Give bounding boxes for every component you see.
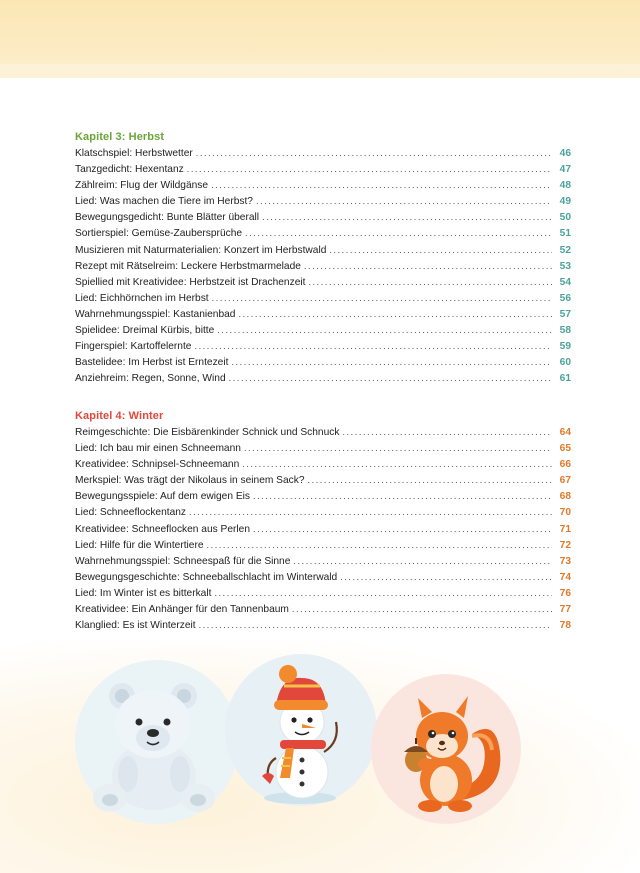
toc-entry-title: Lied: Im Winter ist es bitterkalt (75, 587, 212, 599)
toc-entry (75, 180, 571, 196)
toc-dot-leader (231, 357, 552, 367)
toc-entry (75, 261, 571, 277)
toc-dot-leader (229, 373, 552, 383)
polar-bear-illustration (88, 676, 222, 816)
toc-page-number: 78 (559, 620, 571, 632)
toc-page-number: 46 (559, 148, 571, 159)
toc-dot-leader (245, 228, 552, 238)
toc-entry (75, 604, 571, 620)
chapter-title: Kapitel 3: Herbst (75, 131, 165, 143)
toc-entry (75, 148, 571, 164)
toc-entry-title: Kreatividee: Ein Anhänger für den Tannenbaum (75, 604, 289, 616)
toc-dot-leader (238, 309, 552, 319)
toc-entry (75, 443, 571, 459)
toc-dot-leader (214, 588, 552, 598)
toc-page-number: 51 (559, 228, 571, 240)
toc-page-number: 68 (559, 491, 571, 503)
toc-page-number: 47 (559, 164, 571, 176)
toc-entry (75, 245, 571, 261)
toc-dot-leader (293, 556, 552, 566)
toc-entry-title: Merkspiel: Was trägt der Nikolaus in seinem Sack? (75, 475, 305, 487)
toc-page-number: 77 (559, 604, 571, 616)
toc-page-number: 73 (559, 555, 571, 567)
toc-dot-leader (256, 196, 552, 206)
toc-entry-title: Sortierspiel: Gemüse-Zaubersprüche (75, 228, 243, 240)
toc-entry-title: Bewegungsspiele: Auf dem ewigen Eis (75, 491, 250, 503)
toc-entry-title: Klanglied: Es ist Winterzeit (75, 620, 196, 632)
toc-dot-leader (340, 572, 552, 582)
toc-page-number: 66 (559, 459, 571, 471)
toc-entry-title: Klatschspiel: Herbstwetter (75, 148, 193, 159)
toc-page-number: 72 (559, 539, 571, 551)
toc-entry-title: Lied: Ich bau mir einen Schneemann (75, 443, 241, 455)
toc-page-number: 65 (559, 443, 571, 455)
toc-entry (75, 196, 571, 212)
toc-entry (75, 309, 571, 325)
toc-entry-title: Lied: Hilfe für die Wintertiere (75, 539, 204, 551)
toc-page-number: 74 (559, 571, 571, 583)
toc-dot-leader (242, 459, 552, 469)
toc-dot-leader (304, 261, 552, 271)
toc-entry-title: Kreatividee: Schneeflocken aus Perlen (75, 523, 250, 535)
chapter-winter (75, 410, 571, 636)
toc-entry (75, 572, 571, 588)
toc-dot-leader (253, 491, 552, 501)
toc-page-number: 59 (559, 341, 571, 353)
toc-page-number: 64 (559, 427, 571, 438)
toc-page-number: 48 (559, 180, 571, 192)
toc-page-number: 76 (559, 587, 571, 599)
toc-entry (75, 491, 571, 507)
toc-dot-leader (187, 164, 552, 174)
toc-entry-title: Bastelidee: Im Herbst ist Erntezeit (75, 357, 229, 369)
toc-entry (75, 212, 571, 228)
toc-entry-title: Wahrnehmungsspiel: Schneespaß für die Sinne (75, 555, 291, 567)
toc-entry-title: Spielidee: Dreimal Kürbis, bitte (75, 325, 215, 337)
toc-entry-title: Kreatividee: Schnipsel-Schneemann (75, 459, 240, 471)
toc-entry-title: Zählreim: Flug der Wildgänse (75, 180, 209, 192)
toc-page-number: 58 (559, 325, 571, 337)
toc-page-number: 49 (559, 196, 571, 208)
toc-dot-leader (329, 245, 552, 255)
toc-dot-leader (244, 443, 552, 453)
toc-dot-leader (207, 540, 552, 550)
snowman-illustration (258, 660, 354, 806)
toc-dot-leader (262, 212, 552, 222)
toc-entry-title: Tanzgedicht: Hexentanz (75, 164, 184, 176)
toc-dot-leader (196, 148, 552, 158)
toc-page-number: 54 (559, 276, 571, 288)
toc-dot-leader (253, 524, 552, 534)
toc-entry-title: Lied: Eichhörnchen im Herbst (75, 292, 209, 304)
toc-entry-title: Fingerspiel: Kartoffelernte (75, 341, 192, 353)
toc-dot-leader (212, 293, 552, 303)
toc-page-number: 52 (559, 244, 571, 256)
toc-entry (75, 373, 571, 389)
toc-list (75, 427, 571, 636)
toc-entry (75, 507, 571, 523)
toc-entry (75, 620, 571, 636)
toc-dot-leader (308, 475, 553, 485)
toc-page-number: 70 (559, 507, 571, 519)
toc-entry (75, 357, 571, 373)
toc-entry (75, 540, 571, 556)
toc-dot-leader (217, 325, 552, 335)
toc-entry-title: Musizieren mit Naturmaterialien: Konzert im Herbstwald (75, 244, 327, 256)
squirrel-illustration (400, 694, 506, 814)
toc-entry-title: Spiellied mit Kreatividee: Herbstzeit ist Drachenzeit (75, 276, 306, 288)
toc-page-number: 57 (559, 308, 571, 320)
toc-entry (75, 427, 571, 443)
toc-entry-title: Wahrnehmungsspiel: Kastanienbad (75, 308, 236, 320)
toc-entry (75, 459, 571, 475)
chapter-title: Kapitel 4: Winter (75, 410, 164, 422)
toc-entry (75, 164, 571, 180)
toc-entry (75, 556, 571, 572)
header-band-torn-edge (0, 64, 640, 80)
toc-dot-leader (342, 427, 552, 437)
toc-dot-leader (199, 620, 552, 630)
toc-entry-title: Bewegungsgedicht: Bunte Blätter überall (75, 212, 260, 224)
toc-page-number: 56 (559, 292, 571, 304)
toc-list (75, 148, 571, 389)
toc-entry (75, 277, 571, 293)
toc-dot-leader (189, 507, 552, 517)
toc-page-number: 67 (559, 475, 571, 487)
toc-entry (75, 325, 571, 341)
toc-entry-title: Bewegungsgeschichte: Schneeballschlacht im Winterwald (75, 571, 338, 583)
toc-entry-title: Lied: Was machen die Tiere im Herbst? (75, 196, 253, 208)
toc-page-number: 61 (559, 373, 571, 385)
toc-dot-leader (292, 604, 552, 614)
toc-entry-title: Rezept mit Rätselreim: Leckere Herbstmarmelade (75, 260, 301, 272)
toc-entry (75, 293, 571, 309)
toc-page-number: 50 (559, 212, 571, 224)
toc-entry (75, 341, 571, 357)
toc-dot-leader (308, 277, 552, 287)
toc-entry-title: Lied: Schneeflockentanz (75, 507, 187, 519)
toc-entry (75, 475, 571, 491)
toc-entry-title: Reimgeschichte: Die Eisbärenkinder Schnick und Schnuck (75, 427, 340, 438)
toc-page-number: 60 (559, 357, 571, 369)
toc-dot-leader (211, 180, 552, 190)
toc-dot-leader (194, 341, 552, 351)
toc-entry (75, 228, 571, 244)
toc-entry (75, 588, 571, 604)
toc-page-number: 53 (559, 260, 571, 272)
chapter-herbst (75, 131, 571, 389)
toc-entry (75, 524, 571, 540)
toc-entry-title: Anziehreim: Regen, Sonne, Wind (75, 373, 226, 385)
toc-page-number: 71 (559, 523, 571, 535)
